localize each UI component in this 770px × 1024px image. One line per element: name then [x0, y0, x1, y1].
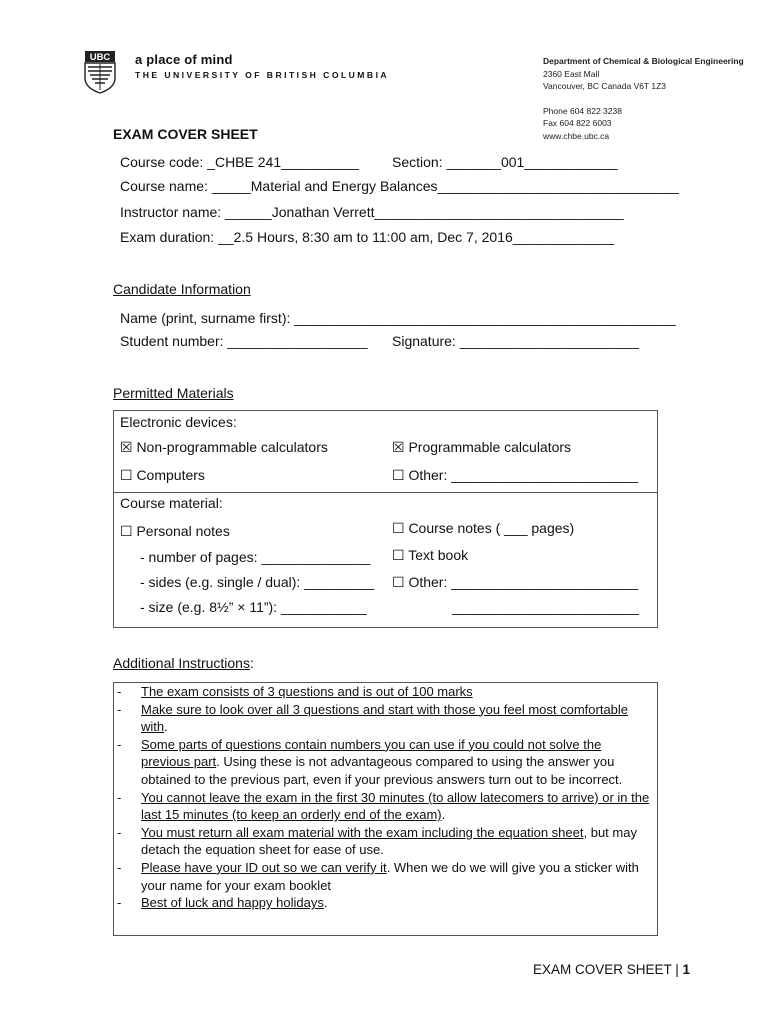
course-code-row [120, 154, 359, 170]
other-material-checkbox[interactable]: ☐ Other: ________________________ [392, 574, 639, 590]
candidate-name-field[interactable]: _________________________________________________ [294, 310, 676, 326]
permitted-heading: Permitted Materials [113, 385, 234, 401]
list-item: - Make sure to look over all 3 questions and start with those you feel most comfortable with. [117, 701, 629, 735]
additional-heading-text: Additional Instructions [113, 655, 250, 671]
list-item: - Best of luck and happy holidays. [117, 895, 328, 911]
ubc-crest-icon [84, 50, 116, 94]
size-field[interactable]: - size (e.g. 8½” × 11”): ___________ [140, 599, 367, 615]
list-item: - You cannot leave the exam in the first 30 minutes (to allow latecomers to arrive) or in the last 15 minutes (to keep an orderly end of the exam). [117, 789, 650, 823]
number-of-pages-field[interactable]: - number of pages: ______________ [140, 549, 371, 565]
signature-label: Signature: [392, 333, 460, 349]
course-material-label: Course material: [120, 495, 223, 511]
student-number-row [120, 333, 368, 349]
course-code-label: Course code: [120, 154, 208, 170]
signature-field[interactable]: _______________________ [459, 333, 639, 349]
course-name-row [120, 178, 679, 194]
course-notes-checkbox[interactable]: ☐ Course notes ( ___ pages) [392, 520, 575, 536]
list-item: - The exam consists of 3 questions and is out of 100 marks [117, 684, 473, 699]
logo-text: UBC [89, 52, 111, 63]
instructions-list [115, 683, 651, 912]
tagline: a place of mind [135, 52, 233, 67]
other-devices-checkbox[interactable]: ☐ Other: ________________________ [392, 467, 639, 483]
page-footer [533, 962, 690, 977]
fax: Fax 604 822 6003 [543, 118, 612, 128]
nonprogrammable-calculators-checkbox[interactable]: ☒ Non-programmable calculators [120, 439, 328, 455]
address-line-2: Vancouver, BC Canada V6T 1Z3 [543, 81, 667, 91]
course-name-value: _____Material and Energy Balances_______________________________ [211, 178, 679, 194]
duration-label: Exam duration: [120, 229, 219, 245]
student-number-field[interactable]: __________________ [227, 333, 368, 349]
signature-row [392, 333, 639, 349]
list-item: - You must return all exam material with the exam including the equation sheet, but may detach the equation sheet for ease of use. [117, 824, 637, 858]
department-name: Department of Chemical & Biological Engineering [543, 56, 744, 66]
other-material-continued[interactable]: ________________________ [452, 599, 639, 615]
instructor-row [120, 204, 624, 220]
course-name-label: Course name: [120, 178, 212, 194]
candidate-name-row [120, 310, 676, 326]
university-name: THE UNIVERSITY OF BRITISH COLUMBIA [135, 70, 390, 80]
ubc-logo [84, 50, 116, 94]
phone: Phone 604 822 3238 [543, 105, 622, 116]
section-value: _______001____________ [446, 154, 618, 170]
address-line-1: 2360 East Mall [543, 68, 600, 79]
list-item: - Please have your ID out so we can verify it. When we do we will give you a sticker with your name for your exam booklet [117, 859, 639, 893]
instructor-label: Instructor name: [120, 204, 226, 220]
website: www.chbe.ubc.ca [543, 130, 610, 141]
computers-checkbox[interactable]: ☐ Computers [120, 467, 205, 483]
department-block [543, 55, 744, 142]
section-row [392, 154, 618, 170]
duration-row [120, 229, 614, 245]
candidate-name-label: Name (print, surname first): [120, 310, 295, 326]
footer-text: EXAM COVER SHEET | [532, 962, 683, 977]
instructor-value: ______Jonathan Verrett________________________________ [225, 204, 624, 220]
personal-notes-checkbox[interactable]: ☐ Personal notes [120, 523, 230, 539]
list-item: - Some parts of questions contain numbers you can use if you could not solve the previous part. Using these is not advantageous compared to using the answer you obtained to the previous part, even if your previous answers turn out to be incorrect. [117, 736, 623, 787]
section-label: Section: [392, 154, 447, 170]
candidate-heading: Candidate Information [113, 281, 251, 297]
page-number: 1 [682, 962, 690, 977]
table-divider [114, 492, 657, 493]
electronic-devices-label: Electronic devices: [120, 414, 237, 430]
student-number-label: Student number: [120, 333, 228, 349]
duration-value: __2.5 Hours, 8:30 am to 11:00 am, Dec 7, 2016_____________ [218, 229, 614, 245]
programmable-calculators-checkbox[interactable]: ☒ Programmable calculators [392, 439, 572, 455]
text-book-checkbox[interactable]: ☐ Text book [392, 547, 469, 563]
sides-field[interactable]: - sides (e.g. single / dual): _________ [140, 574, 375, 590]
course-code-value: _CHBE 241__________ [207, 154, 359, 170]
additional-heading: Additional Instructions: [113, 655, 254, 671]
page-title: EXAM COVER SHEET [113, 126, 258, 142]
